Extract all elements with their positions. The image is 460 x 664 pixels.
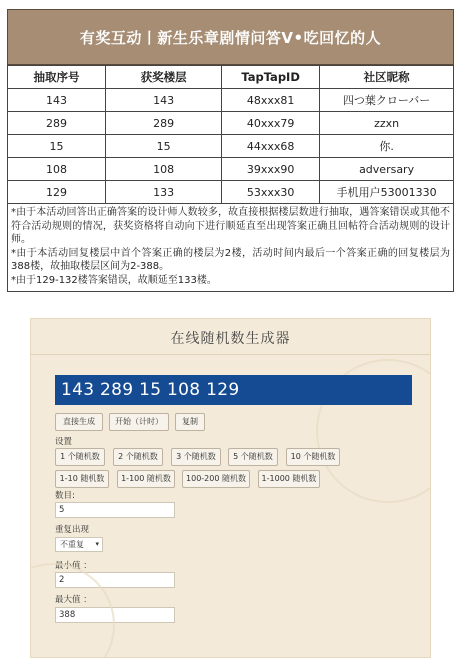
settings-label: 设置 xyxy=(55,437,73,447)
copy-button[interactable]: 复制 xyxy=(175,413,205,431)
divider xyxy=(31,354,430,355)
cell-nickname: 你. xyxy=(320,135,454,158)
banner-title: 有奖互动丨新生乐章剧情问答Ⅴ•吃回忆的人 xyxy=(7,9,454,65)
repeat-label: 重复出现 xyxy=(55,525,90,535)
range-1-1000-button[interactable]: 1-1000 随机数 xyxy=(258,470,320,488)
cell-draw-number: 108 xyxy=(8,158,106,181)
preset-3-button[interactable]: 3 个随机数 xyxy=(171,448,221,466)
cell-nickname: 四つ葉クローバー xyxy=(320,89,454,112)
cell-winning-floor: 15 xyxy=(106,135,222,158)
note-text: *由于本活动回答出正确答案的设计师人数较多，故直接根据楼层数进行抽取，遇答案错误或其他不符合活动规则的情况，获奖资格将自动向下进行顺延直至出现答案正确且回帖符合活动规则的设计师。 xyxy=(11,207,450,245)
header-taptap-id: TapTapID xyxy=(222,66,320,89)
generate-button[interactable]: 直接生成 xyxy=(55,413,103,431)
cell-winning-floor: 289 xyxy=(106,112,222,135)
preset-2-button[interactable]: 2 个随机数 xyxy=(113,448,163,466)
preset-1-button[interactable]: 1 个随机数 xyxy=(55,448,105,466)
cell-taptap-id: 39xxx90 xyxy=(222,158,320,181)
cell-taptap-id: 40xxx79 xyxy=(222,112,320,135)
table-row xyxy=(8,181,454,204)
cell-winning-floor: 133 xyxy=(106,181,222,204)
count-label: 数目: xyxy=(55,491,75,501)
cell-nickname: 手机用户53001330 xyxy=(320,181,454,204)
min-label: 最小值 ： xyxy=(55,561,92,571)
cell-taptap-id: 48xxx81 xyxy=(222,89,320,112)
repeat-select[interactable] xyxy=(55,537,103,552)
range-100-200-button[interactable]: 100-200 随机数 xyxy=(182,470,250,488)
table-row xyxy=(8,158,454,181)
cell-draw-number: 129 xyxy=(8,181,106,204)
repeat-value: 不重复 xyxy=(60,540,84,549)
cell-winning-floor: 143 xyxy=(106,89,222,112)
cell-nickname: adversary xyxy=(320,158,454,181)
preset-10-button[interactable]: 10 个随机数 xyxy=(286,448,340,466)
result-display: 143 289 15 108 129 xyxy=(55,375,412,405)
range-1-10-button[interactable]: 1-10 随机数 xyxy=(55,470,109,488)
count-input[interactable]: 5 xyxy=(55,502,175,518)
start-timer-button[interactable]: 开始（计时） xyxy=(109,413,169,431)
header-winning-floor: 获奖楼层 xyxy=(106,66,222,89)
table-row xyxy=(8,112,454,135)
cell-draw-number: 289 xyxy=(8,112,106,135)
cell-taptap-id: 44xxx68 xyxy=(222,135,320,158)
table-row xyxy=(8,135,454,158)
cell-winning-floor: 108 xyxy=(106,158,222,181)
min-input[interactable]: 2 xyxy=(55,572,175,588)
table-row xyxy=(8,89,454,112)
cell-nickname: zzxn xyxy=(320,112,454,135)
notes-block xyxy=(7,204,454,292)
header-draw-number: 抽取序号 xyxy=(8,66,106,89)
header-nickname: 社区昵称 xyxy=(320,66,454,89)
max-label: 最大值 ： xyxy=(55,595,92,605)
generator-title: 在线随机数生成器 xyxy=(170,331,291,347)
note-text: *由于129-132楼答案错误，故顺延至133楼。 xyxy=(11,274,217,286)
cell-draw-number: 15 xyxy=(8,135,106,158)
cell-taptap-id: 53xxx30 xyxy=(222,181,320,204)
winners-table xyxy=(7,65,454,204)
range-1-100-button[interactable]: 1-100 随机数 xyxy=(117,470,175,488)
cell-draw-number: 143 xyxy=(8,89,106,112)
preset-5-button[interactable]: 5 个随机数 xyxy=(228,448,278,466)
random-number-generator-screenshot xyxy=(30,318,431,658)
announcement-card xyxy=(7,9,454,292)
max-input[interactable]: 388 xyxy=(55,607,175,623)
note-text: *由于本活动回复楼层中首个答案正确的楼层为2楼，活动时间内最后一个答案正确的回复楼层为388楼，故抽取楼层区间为2-388。 xyxy=(11,247,450,272)
chevron-down-icon: ▾ xyxy=(95,540,99,548)
table-header-row xyxy=(8,66,454,89)
